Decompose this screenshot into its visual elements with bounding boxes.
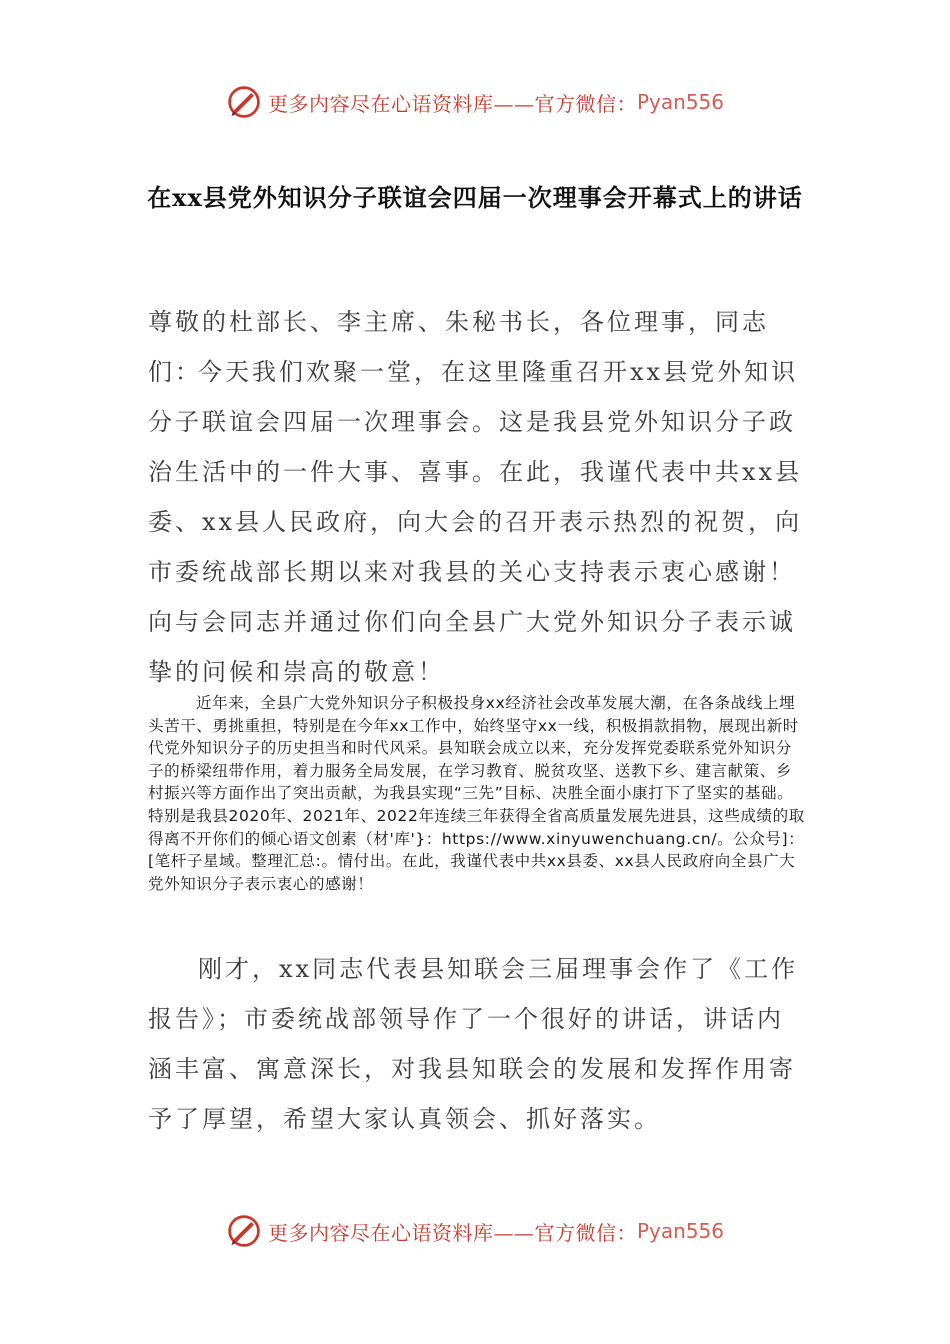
footer-banner [0, 1211, 950, 1251]
document-title: 在xx县党外知识分子联谊会四届一次理事会开幕式上的讲话 [147, 183, 803, 212]
banner-text: 更多内容尽在心语资料库——官方微信： [267, 91, 637, 116]
banner-text: 更多内容尽在心语资料库——官方微信： [267, 1220, 637, 1245]
salutation: 尊敬的杜部长、李主席、朱秘书长，各位理事，同志们： [148, 308, 769, 386]
wechat-id: Pyan556 [636, 1219, 724, 1243]
paragraph-2: 近年来，全县广大党外知识分子积极投身xx经济社会改革发展大潮，在各条战线上埋头苦干、勇挑重担，特别是在今年xx工作中，始终坚守xx一线，积极捐款捐物，展现出新时代党外知识分子的历史担当和时代风采。县知联会成立以来，充分发挥党委联系党外知识分子的桥梁纽带作用，着力服务全局发展，在学习教育、脱贫攻坚、送教下乡、建言献策、乡村振兴等方面作出了突出贡献，为我县实现“三先”目标、决胜全面小康打下了坚实的基础。特别是我县2020年、2021年、2022年连续三年获得全省高质量发展先进县，这些成绩的取得离不开你们的倾心语文创素（材'库'}：https://www.xinyuwenchuang.cn/。公众号]：[笔杆子星域。整理汇总:。情付出。在此，我谨代表中共xx县委、xx县人民政府向全县广大党外知识分子表示衷心的感谢！ [148, 694, 805, 893]
pen-logo-icon [226, 1213, 262, 1249]
header-banner [0, 82, 950, 122]
paragraph-1: 今天我们欢聚一堂，在这里隆重召开xx县党外知识分子联谊会四届一次理事会。这是我县党外知识分子政治生活中的一件大事、喜事。在此，我谨代表中共xx县委、xx县人民政府，向大会的召开表示热烈的祝贺，向市委统战部长期以来对我县的关心支持表示衷心感谢！向与会同志并通过你们向全县广大党外知识分子表示诚挚的问候和崇高的敬意！ [148, 358, 803, 686]
paragraph-3: 刚才，xx同志代表县知联会三届理事会作了《工作报告》；市委统战部领导作了一个很好的讲话，讲话内涵丰富、寓意深长，对我县知联会的发展和发挥作用寄予了厚望，希望大家认真领会、抓好落实。 [148, 955, 799, 1133]
wechat-id: Pyan556 [636, 90, 724, 114]
pen-logo-icon [226, 84, 262, 120]
